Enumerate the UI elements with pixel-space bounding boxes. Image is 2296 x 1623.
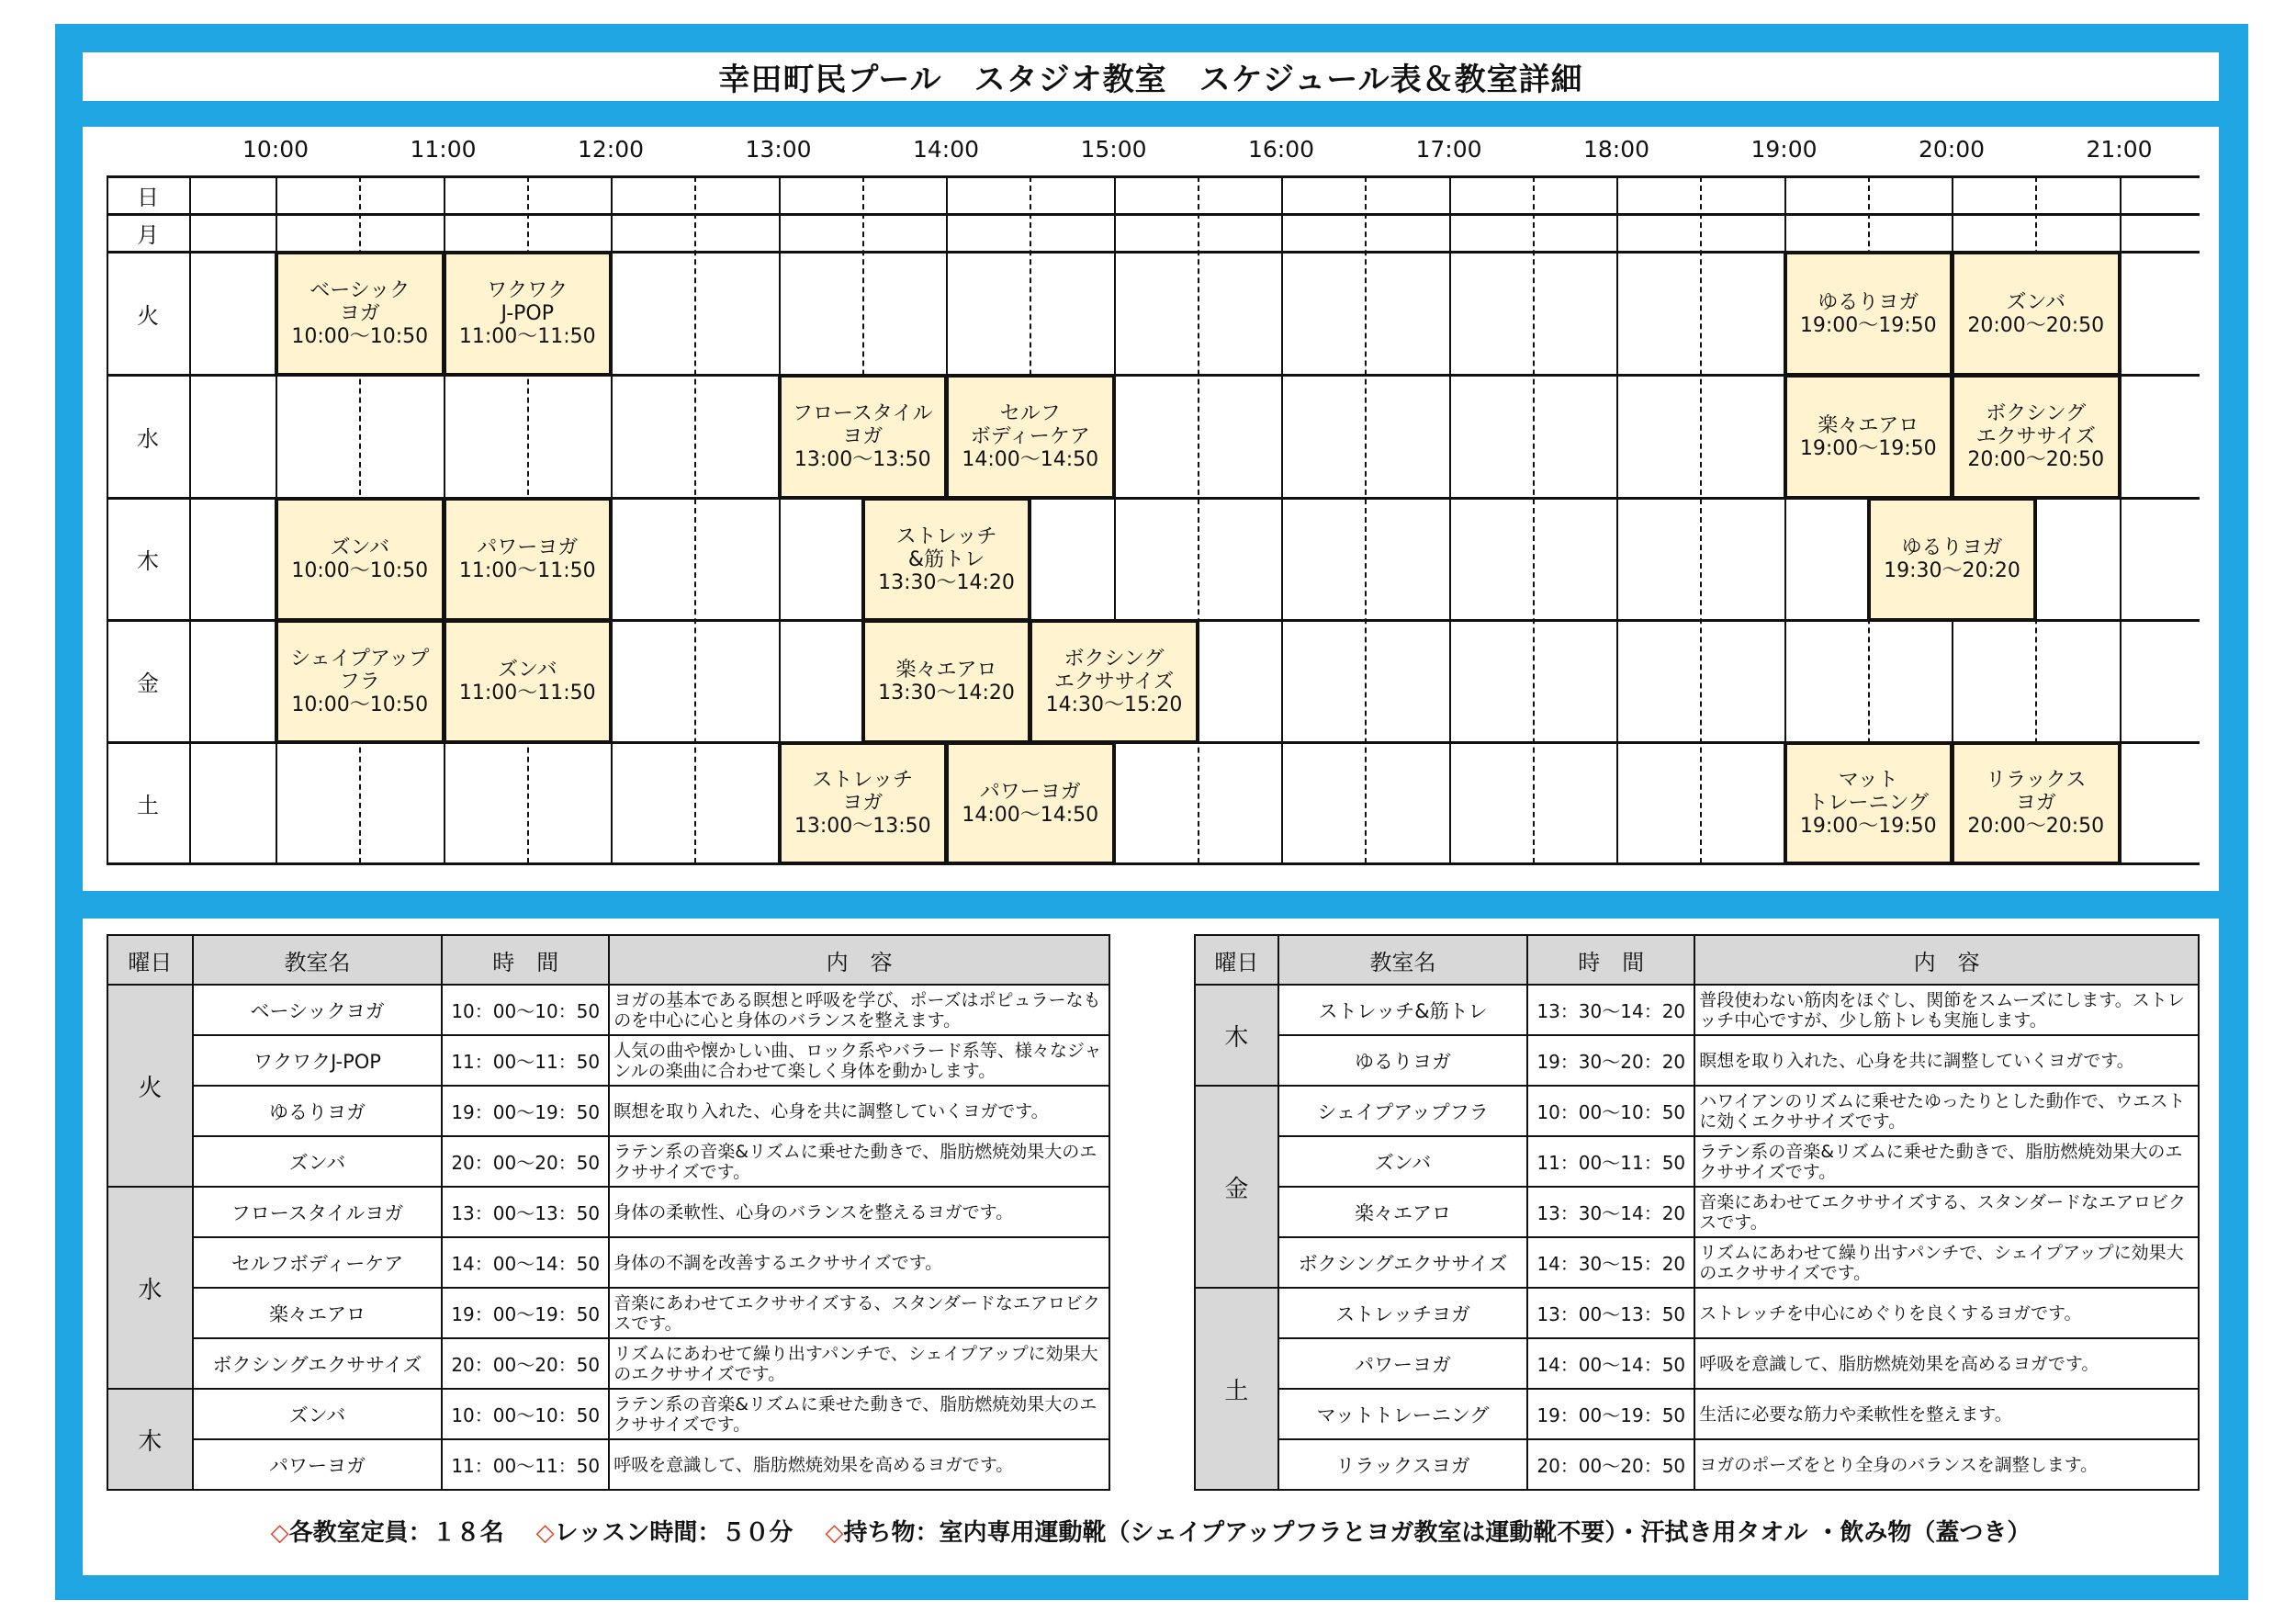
class-name-line: フラ (339, 670, 380, 693)
class-name-cell: ベーシックヨガ (193, 985, 442, 1035)
grid-half-hour-line (1198, 176, 1199, 863)
class-block[interactable] (778, 374, 949, 500)
header-day: 曜日 (107, 935, 193, 985)
description-cell: リズムにあわせて繰り出すパンチで、シェイプアップに効果大のエクササイズです。 (609, 1338, 1109, 1389)
description-cell: 人気の曲や懐かしい曲、ロック系やバラード系等、様々なジャンルの楽曲に合わせて楽しく身体を動かします。 (609, 1035, 1109, 1086)
hour-label: 21:00 (2086, 136, 2153, 163)
class-block[interactable] (945, 741, 1116, 865)
class-time: 13:30～14:20 (878, 570, 1015, 594)
class-block[interactable] (945, 374, 1116, 500)
class-name-cell: ズンバ (193, 1389, 442, 1439)
header-time: 時 間 (1527, 935, 1694, 985)
class-name-cell: ストレッチヨガ (1278, 1288, 1527, 1338)
grid-half-hour-line (1365, 176, 1367, 863)
class-name-cell: シェイプアップフラ (1278, 1086, 1527, 1136)
class-name-line: ベーシック (310, 279, 411, 302)
class-name-cell: 楽々エアロ (193, 1288, 442, 1338)
hour-label: 16:00 (1247, 136, 1315, 163)
class-name-line: &筋トレ (907, 547, 985, 571)
class-block[interactable] (1951, 251, 2122, 377)
class-name-cell: ボクシングエクササイズ (193, 1338, 442, 1389)
header-name: 教室名 (193, 935, 442, 985)
time-cell: 20：00～20：50 (442, 1136, 609, 1187)
time-cell: 14：00～14：50 (1527, 1338, 1694, 1389)
table-row (1195, 1086, 2199, 1136)
class-block[interactable] (861, 619, 1032, 744)
footer-items: 持ち物：室内専用運動靴（シェイプアップフラとヨガ教室は運動靴不要）・汗拭き用タオル ・飲み物（蓋つき） (843, 1519, 2032, 1547)
header-day: 曜日 (1195, 935, 1278, 985)
class-time: 20:00～20:50 (1967, 313, 2105, 337)
description-cell: 呼吸を意識して、脂肪燃焼効果を高めるヨガです。 (609, 1439, 1109, 1490)
day-cell: 土 (1195, 1288, 1278, 1490)
class-name-cell: パワーヨガ (1278, 1338, 1527, 1389)
class-time: 13:00～13:50 (793, 815, 931, 838)
class-name-line: フロースタイル (793, 402, 933, 425)
detail-table-right (1194, 934, 2200, 1491)
time-cell: 14：30～15：20 (1527, 1237, 1694, 1288)
class-time: 10:00～10:50 (291, 693, 429, 716)
class-name-line: ヨガ (2015, 792, 2056, 815)
header-time: 時 間 (442, 935, 609, 985)
hour-label: 17:00 (1415, 136, 1482, 163)
description-cell: 音楽にあわせてエクササイズする、スタンダードなエアロビクスです。 (609, 1288, 1109, 1338)
class-block[interactable] (1784, 251, 1954, 377)
class-time: 10:00～10:50 (291, 559, 429, 582)
description-cell: 身体の不調を改善するエクササイズです。 (609, 1237, 1109, 1288)
grid-half-hour-line (1533, 176, 1535, 863)
class-name-line: ヨガ (842, 792, 884, 815)
class-name-cell: フロースタイルヨガ (193, 1187, 442, 1237)
day-label: 土 (137, 792, 159, 818)
description-cell: ハワイアンのリズムに乗せたゆったりとした動作で、ウエストに効くエクササイズです。 (1694, 1086, 2199, 1136)
class-name-line: パワーヨガ (477, 536, 579, 559)
description-cell: ラテン系の音楽&リズムに乗せた動きで、脂肪燃焼効果大のエクササイズです。 (1694, 1136, 2199, 1187)
class-block[interactable] (275, 497, 445, 622)
class-time: 19:00～19:50 (1799, 436, 1937, 460)
grid-hour-line (1449, 176, 1451, 863)
diamond-icon: ◇ (270, 1519, 289, 1547)
class-name-line: ストレッチ (812, 769, 914, 792)
class-block[interactable] (1951, 374, 2122, 500)
class-name-line: ヨガ (339, 302, 380, 325)
table-row (107, 1035, 1109, 1086)
table-row (107, 1136, 1109, 1187)
class-name-line: ズンバ (498, 659, 557, 682)
class-block[interactable] (1951, 741, 2122, 865)
time-cell: 20：00～20：50 (442, 1338, 609, 1389)
hour-label: 20:00 (1918, 136, 1986, 163)
hour-label: 11:00 (410, 136, 477, 163)
time-cell: 10：00～10：50 (442, 985, 609, 1035)
class-name-line: ストレッチ (895, 524, 997, 548)
diamond-icon: ◇ (825, 1519, 844, 1547)
description-cell: ヨガの基本である瞑想と呼吸を学び、ポーズはポピュラーなものを中心に心と身体のバランスを整えます。 (609, 985, 1109, 1035)
class-time: 13:00～13:50 (793, 448, 931, 471)
day-cell: 金 (1195, 1086, 1278, 1288)
table-row (107, 1086, 1109, 1136)
class-name-cell: ズンバ (1278, 1136, 1527, 1187)
class-name-cell: ゆるりヨガ (193, 1086, 442, 1136)
class-block[interactable] (275, 251, 445, 377)
time-cell: 11：00～11：50 (442, 1439, 609, 1490)
class-name-line: エクササイズ (1975, 425, 2096, 448)
time-cell: 13：00～13：50 (1527, 1288, 1694, 1338)
header-desc: 内 容 (609, 935, 1109, 985)
hour-label: 18:00 (1582, 136, 1650, 163)
time-cell: 19：00～19：50 (442, 1086, 609, 1136)
class-name-cell: マットトレーニング (1278, 1389, 1527, 1439)
header-desc: 内 容 (1694, 935, 2199, 985)
table-row (107, 1338, 1109, 1389)
class-name-line: ボクシング (1064, 647, 1165, 671)
description-cell: ラテン系の音楽&リズムに乗せた動きで、脂肪燃焼効果大のエクササイズです。 (609, 1389, 1109, 1439)
class-block[interactable] (861, 497, 1032, 622)
class-name-cell: ワクワクJ-POP (193, 1035, 442, 1086)
class-time: 11:00～11:50 (458, 325, 596, 348)
table-row (1195, 985, 2199, 1035)
diamond-icon: ◇ (535, 1519, 555, 1547)
class-time: 10:00～10:50 (291, 325, 429, 348)
time-cell: 19：00～19：50 (442, 1288, 609, 1338)
class-name-line: シェイプアップ (290, 647, 430, 671)
class-name-line: ワクワク (487, 279, 568, 302)
class-block[interactable] (1867, 497, 2038, 622)
class-name-line: セルフ (999, 402, 1061, 425)
time-cell: 13：00～13：50 (442, 1187, 609, 1237)
hour-label: 10:00 (242, 136, 310, 163)
class-name-line: ボクシング (1986, 402, 2087, 425)
description-cell: 音楽にあわせてエクササイズする、スタンダードなエアロビクスです。 (1694, 1187, 2199, 1237)
page-title (83, 52, 2219, 101)
class-name-line: ゆるりヨガ (1818, 290, 1919, 314)
class-name-cell: ストレッチ&筋トレ (1278, 985, 1527, 1035)
grid-row-line (107, 175, 2200, 178)
description-cell: 瞑想を取り入れた、心身を共に調整していくヨガです。 (1694, 1035, 2199, 1086)
description-cell: ラテン系の音楽&リズムに乗せた動きで、脂肪燃焼効果大のエクササイズです。 (609, 1136, 1109, 1187)
class-block[interactable] (275, 619, 445, 744)
class-name-cell: ボクシングエクササイズ (1278, 1237, 1527, 1288)
description-cell: 生活に必要な筋力や柔軟性を整えます。 (1694, 1389, 2199, 1439)
class-name-cell: セルフボディーケア (193, 1237, 442, 1288)
class-name-line: マット (1838, 769, 1898, 792)
description-cell: 呼吸を意識して、脂肪燃焼効果を高めるヨガです。 (1694, 1338, 2199, 1389)
class-time: 20:00～20:50 (1967, 815, 2105, 838)
table-row (107, 1389, 1109, 1439)
class-time: 11:00～11:50 (458, 559, 596, 582)
header-name: 教室名 (1278, 935, 1527, 985)
table-row (1195, 1136, 2199, 1187)
hour-label: 13:00 (745, 136, 812, 163)
time-cell: 13：30～14：20 (1527, 1187, 1694, 1237)
time-cell: 11：00～11：50 (1527, 1136, 1694, 1187)
day-cell: 火 (107, 985, 193, 1187)
class-block[interactable] (778, 741, 949, 865)
grid-hour-line (1281, 176, 1283, 863)
class-block[interactable] (1784, 741, 1954, 865)
hour-label: 15:00 (1080, 136, 1147, 163)
footer-duration: レッスン時間：５０分 (554, 1519, 793, 1547)
class-name-cell: パワーヨガ (193, 1439, 442, 1490)
class-name-line: 楽々エアロ (1818, 413, 1919, 437)
class-time: 19:00～19:50 (1799, 313, 1937, 337)
time-cell: 20：00～20：50 (1527, 1439, 1694, 1490)
class-name-cell: 楽々エアロ (1278, 1187, 1527, 1237)
class-name-line: エクササイズ (1053, 670, 1175, 693)
time-cell: 10：00～10：50 (442, 1389, 609, 1439)
class-name-cell: ゆるりヨガ (1278, 1035, 1527, 1086)
table-row (1195, 1035, 2199, 1086)
class-block[interactable] (1029, 619, 1199, 744)
class-name-line: ズンバ (330, 536, 389, 559)
grid-row-line (107, 213, 2200, 216)
table-row (107, 1288, 1109, 1338)
day-label: 木 (137, 548, 159, 574)
table-row (107, 1439, 1109, 1490)
table-row (1195, 1288, 2199, 1338)
class-name-line: トレーニング (1807, 792, 1930, 815)
time-cell: 19：30～20：20 (1527, 1035, 1694, 1086)
grid-hour-line (1616, 176, 1618, 863)
table-row (1195, 1237, 2199, 1288)
class-name-line: パワーヨガ (979, 780, 1081, 804)
footer-capacity: 各教室定員：１８名 (288, 1519, 504, 1547)
class-time: 14:00～14:50 (962, 448, 1099, 471)
class-block[interactable] (1784, 374, 1954, 500)
class-name-line: J-POP (501, 302, 554, 325)
table-row (1195, 1187, 2199, 1237)
day-cell: 木 (1195, 985, 1278, 1086)
description-cell: 瞑想を取り入れた、心身を共に調整していくヨガです。 (609, 1086, 1109, 1136)
table-row (1195, 1389, 2199, 1439)
table-row (1195, 1439, 2199, 1490)
class-time: 11:00～11:50 (458, 682, 596, 704)
time-cell: 19：00～19：50 (1527, 1389, 1694, 1439)
title-text: 幸田町民プール スタジオ教室 スケジュール表＆教室詳細 (718, 62, 1583, 98)
day-label: 月 (137, 222, 159, 248)
grid-half-hour-line (694, 176, 696, 863)
class-name-line: ズンバ (2006, 290, 2065, 314)
day-label: 日 (137, 185, 159, 210)
class-name-line: 楽々エアロ (895, 659, 997, 682)
class-name-cell: ズンバ (193, 1136, 442, 1187)
description-cell: 普段使わない筋肉をほぐし、関節をスムーズにします。ストレッチ中心ですが、少し筋トレも実施します。 (1694, 985, 2199, 1035)
class-time: 19:00～19:50 (1799, 815, 1937, 838)
description-cell: ヨガのポーズをとり全身のバランスを調整します。 (1694, 1439, 2199, 1490)
description-cell: リズムにあわせて繰り出すパンチで、シェイプアップに効果大のエクササイズです。 (1694, 1237, 2199, 1288)
class-time: 14:30～15:20 (1045, 693, 1183, 716)
day-cell: 水 (107, 1187, 193, 1389)
class-name-cell: リラックスヨガ (1278, 1439, 1527, 1490)
detail-table-left (107, 934, 1110, 1491)
grid-col-line (189, 176, 191, 863)
hour-label: 12:00 (577, 136, 645, 163)
table-row (1195, 1338, 2199, 1389)
table-row (107, 1187, 1109, 1237)
class-name-line: リラックス (1986, 769, 2087, 792)
footer-note (83, 1514, 2219, 1548)
table-row (107, 1237, 1109, 1288)
time-cell: 11：00～11：50 (442, 1035, 609, 1086)
description-cell: ストレッチを中心にめぐりを良くするヨガです。 (1694, 1288, 2199, 1338)
day-label: 水 (137, 425, 159, 452)
description-cell: 身体の柔軟性、心身のバランスを整えるヨガです。 (609, 1187, 1109, 1237)
class-time: 13:30～14:20 (878, 682, 1015, 704)
class-name-line: ゆるりヨガ (1901, 536, 2003, 559)
hour-label: 14:00 (912, 136, 980, 163)
day-label: 金 (137, 671, 159, 696)
class-time: 14:00～14:50 (962, 803, 1099, 827)
class-time: 19:30～20:20 (1884, 559, 2020, 582)
class-name-line: ヨガ (842, 425, 884, 448)
grid-half-hour-line (1700, 176, 1702, 863)
hour-label: 19:00 (1750, 136, 1818, 163)
time-cell: 10：00～10：50 (1527, 1086, 1694, 1136)
class-time: 20:00～20:50 (1967, 448, 2105, 471)
class-name-line: ボディーケア (970, 425, 1090, 448)
class-block[interactable] (443, 619, 613, 744)
table-row (107, 985, 1109, 1035)
day-label: 火 (137, 302, 159, 329)
time-cell: 13：30～14：20 (1527, 985, 1694, 1035)
time-cell: 14：00～14：50 (442, 1237, 609, 1288)
class-block[interactable] (443, 251, 613, 377)
day-cell: 木 (107, 1389, 193, 1490)
class-block[interactable] (443, 497, 613, 622)
